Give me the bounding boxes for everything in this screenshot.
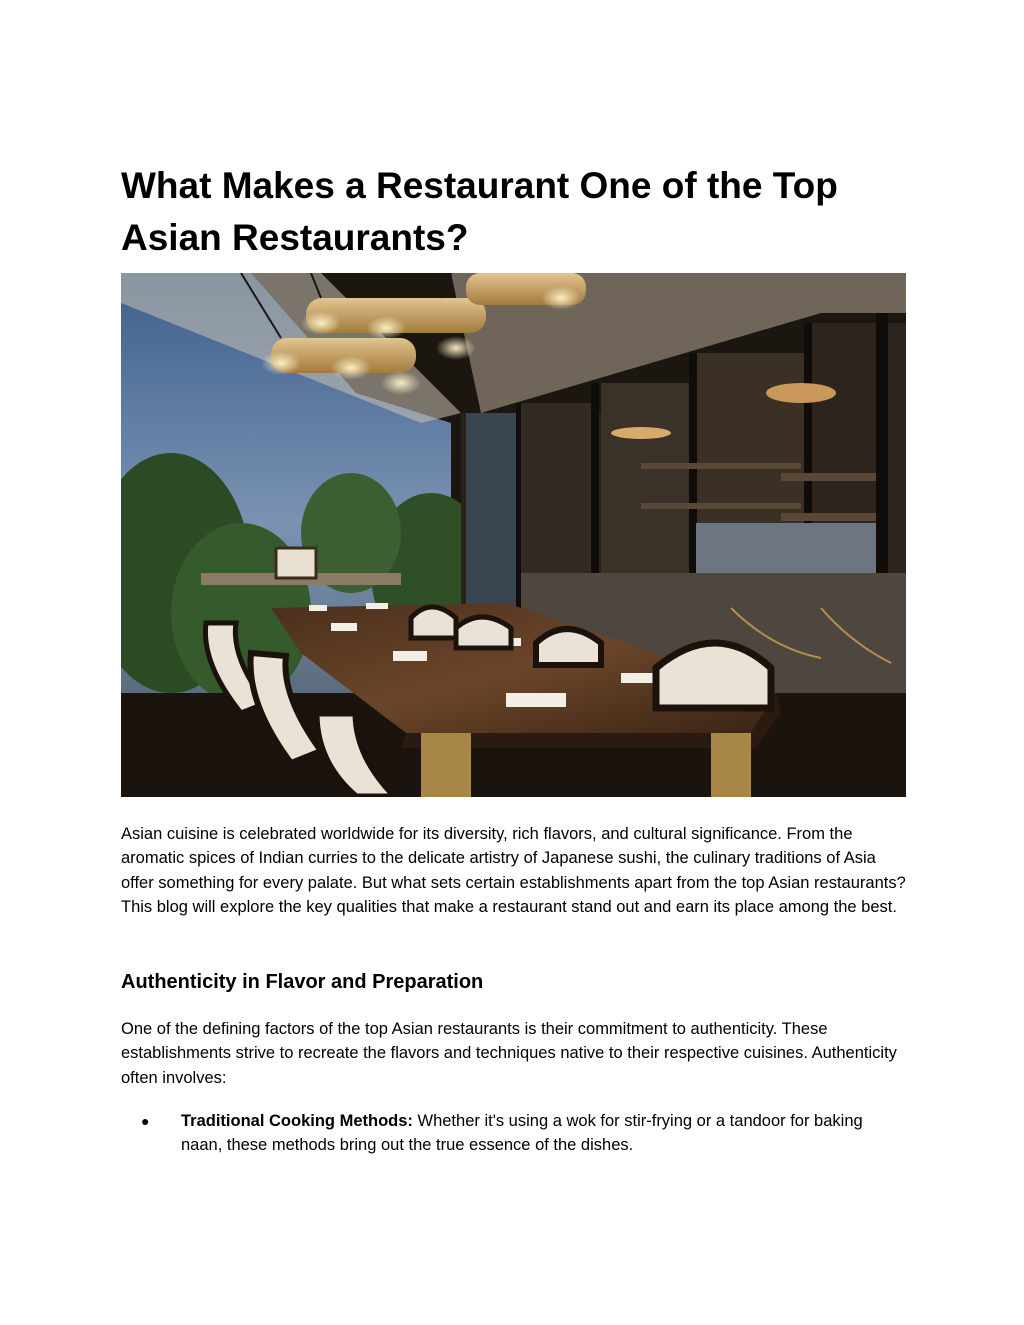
bullet-list [121,1109,906,1158]
article-title: What Makes a Restaurant One of the Top Asian Restaurants? [121,165,838,258]
restaurant-interior-photo [121,273,906,797]
section-heading: Authenticity in Flavor and Preparation [121,971,484,993]
list-item [121,1109,906,1158]
bullet-marker: ● [141,1113,150,1129]
intro-paragraph: Asian cuisine is celebrated worldwide for its diversity, rich flavors, and cultural significance. From the aromatic spices of Indian curries to the delicate artistry of Japanese sushi, the culinary traditions of Asia offer something for every palate. But what sets certain establishments apart from the top Asian restaurants? This blog will explore the key qualities that make a restaurant stand out and earn its place among the best. [121,825,906,917]
hero-image [121,273,906,797]
bullet-text: Whether it's using a wok for stir-frying or a tandoor for baking naan, these methods bring out the true essence of the dishes. [181,1112,863,1155]
bullet-term: Traditional Cooking Methods: [181,1112,413,1130]
section-paragraph: One of the defining factors of the top Asian restaurants is their commitment to authenticity. These establishments strive to recreate the flavors and techniques native to their respective cuisines. Authenticity often involves: [121,1020,897,1087]
